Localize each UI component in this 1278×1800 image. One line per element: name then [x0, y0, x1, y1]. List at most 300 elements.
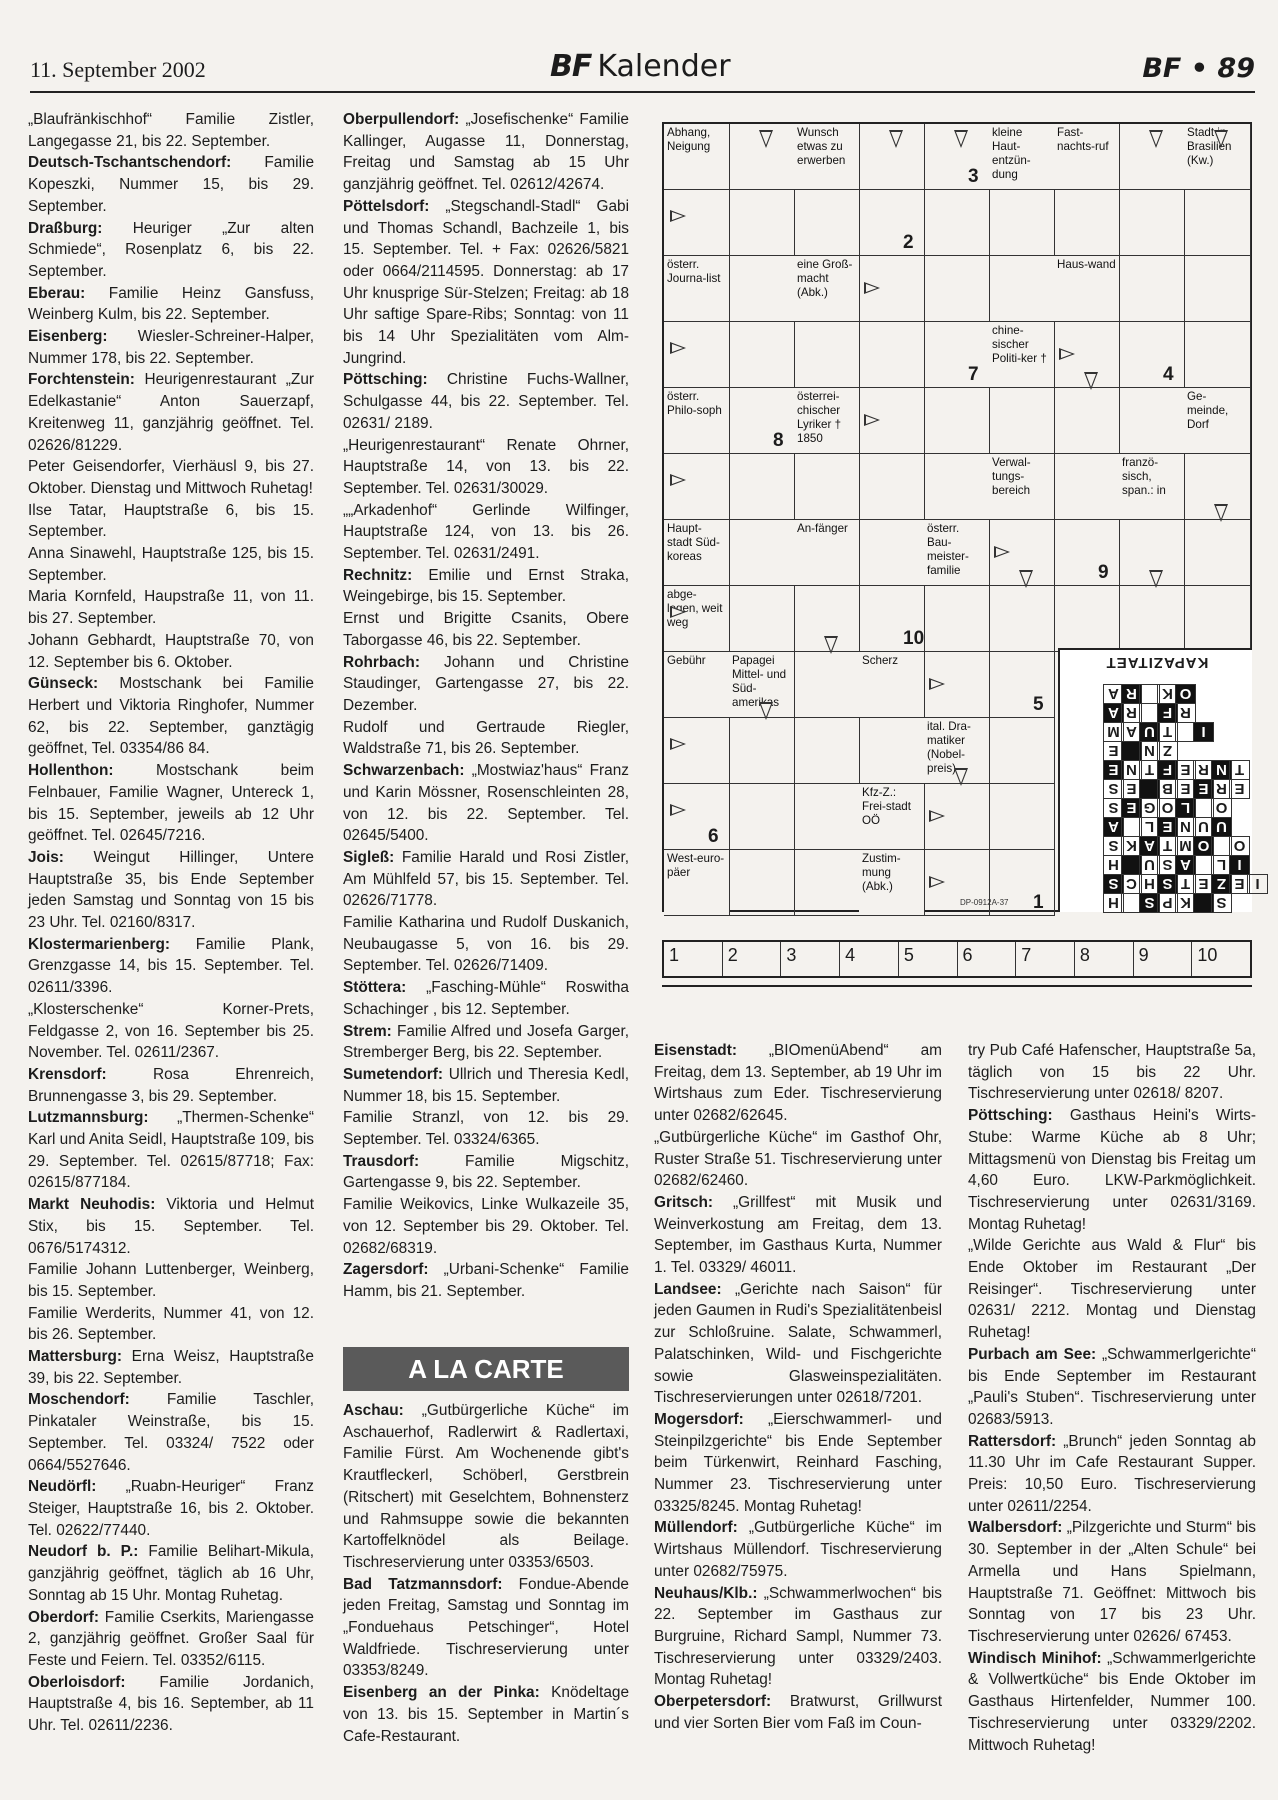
listing-text: Heurigenrestaurant „Zur Edelkastanie“ Anton Sauerzapf, Kreitenweg 11, ganzjährig geöffnet. Tel. 02626/81229. [28, 371, 314, 454]
crossword-cell[interactable] [794, 190, 860, 256]
listing-text: Heuriger „Zur alten Schmiede“, Rosenplatz 6, bis 22. September. [28, 219, 314, 280]
listing-text: „Heurigenrestaurant“ Renate Ohrner, Hauptstraße 14, von 13. bis 22. September. Tel. 02631/30029. [343, 436, 629, 497]
crossword-cell[interactable] [794, 322, 860, 388]
crossword-cell[interactable] [794, 454, 860, 520]
kapazitaet-cell: N [1211, 760, 1232, 780]
listing-entry [28, 1303, 314, 1346]
arrow-right-icon [929, 678, 945, 690]
listing-place: Eisenberg: [28, 328, 108, 346]
kapazitaet-cell: F [1157, 703, 1178, 723]
solution-number: 2 [903, 232, 914, 253]
listing-place: Aschau: [343, 1402, 404, 1419]
column-3 [654, 1040, 942, 1735]
arrow-right-icon [670, 738, 686, 750]
crossword-clue: Verwal-tungs-bereich [989, 454, 1055, 520]
crossword-clue: Scherz [859, 652, 925, 718]
listing-entry [654, 1127, 942, 1192]
listing-text: „Mostwiaz'haus“ Franz und Karin Mössner, Rosenschleinten 28, von 12. bis 22. September. Tel. 02645/5400. [343, 762, 629, 845]
crossword-cell[interactable] [729, 718, 795, 784]
listing-text: Peter Geisendorfer, Vierhäusl 9, bis 27. Oktober. Dienstag und Mittwoch Ruhetag! [28, 458, 314, 497]
kapazitaet-cell: I [1193, 722, 1214, 742]
listing-place: Rohrbach: [343, 653, 420, 671]
listing-place: Müllendorf: [654, 1519, 738, 1537]
arrow-down-icon [1149, 130, 1163, 148]
listing-text: „Urbani-Schenke“ Familie Hamm, bis 21. September. [343, 1261, 629, 1300]
crossword-cell[interactable] [729, 256, 795, 322]
arrow-down-icon [954, 130, 968, 148]
listing-text: „Wilde Gerichte aus Wald & Flur“ bis Ende Oktober im Restaurant „Der Reisinger“. Tischreservierung unter 02631/ 2212. Montag und Dienstag Ruhetag! [968, 1237, 1256, 1342]
kapazitaet-cell: L [1211, 855, 1232, 875]
crossword-cell[interactable] [989, 388, 1055, 454]
listing-text: „„Arkadenhof“ Gerlinde Wilfinger, Hauptstraße 124, von 13. bis 26. September. Tel. 02631/2491. [343, 501, 629, 563]
crossword-cell[interactable] [794, 784, 860, 850]
listing-place: Oberpetersdorf: [654, 1693, 772, 1711]
crossword-clue: österr. Bau-meister-familie [924, 520, 990, 586]
solution-slot[interactable]: 5 [899, 942, 958, 976]
arrow-right-icon [670, 210, 686, 222]
kapazitaet-cell: S [1139, 893, 1160, 913]
listing-text: „Ruabn-Heuriger“ Franz Steiger, Hauptstraße 16, bis 2. Oktober. Tel. 02622/77440. [28, 1478, 314, 1539]
listing-text: Viktoria und Helmut Stix, bis 15. September. Tel. 0676/5174312. [28, 1196, 314, 1257]
listing-entry [968, 1648, 1256, 1757]
listing-place: Krensdorf: [28, 1065, 107, 1083]
listing-text: Familie Heinz Gansfuss, Weinberg Kulm, bis 22. September. [28, 284, 314, 324]
kapazitaet-cell: R [1121, 703, 1142, 723]
arrow-right-icon [994, 546, 1010, 558]
crossword-cell[interactable] [1054, 454, 1120, 520]
listing-place: Klostermarienberg: [28, 935, 170, 953]
listing-text: Familie Migschitz, Gartengasse 9, bis 22. September. [343, 1152, 629, 1192]
crossword-cell[interactable] [989, 586, 1055, 652]
listing-text: „Josefischenke“ Familie Kallinger, Augasse 11, Donnerstag, Freitag und Samstag ab 15 Uhr ganzjährig geöffnet. Tel. 02612/42674. [343, 111, 629, 194]
kapazitaet-cell: G [1139, 798, 1160, 818]
crossword-cell[interactable] [1054, 520, 1120, 586]
listing-entry [28, 543, 314, 586]
crossword-clue: ital. Dra-matiker (Nobel-preis) [924, 718, 990, 784]
listing-text: „Schwammerlwochen“ bis 22. September im Gasthaus zur Burgruine, Richard Sampl, Nummer 73. Tischreservierung unter 03329/2403. Montag Ruhetag! [654, 1584, 942, 1689]
column-4 [968, 1040, 1256, 1756]
listing-text: „Klosterschenke“ Korner-Prets, Feldgasse 2, von 16. September bis 25. November. Tel. 02611/2367. [28, 1000, 314, 1062]
listing-place: Purbach am See: [968, 1345, 1097, 1363]
listing-entry [654, 1279, 942, 1409]
solution-slot[interactable]: 9 [1134, 942, 1193, 976]
crossword-cell[interactable] [664, 784, 730, 850]
listing-text: Emilie und Ernst Straka, Weingebirge, bis 15. September. [343, 566, 629, 606]
crossword-clue: Kfz-Z.: Frei-stadt OÖ [859, 784, 925, 850]
kapazitaet-cell: A [1103, 703, 1124, 723]
arrow-right-icon [929, 810, 945, 822]
kapazitaet-cell: R [1121, 684, 1142, 704]
listing-text: „Schwammerlgerichte“ bis Ende September im Restaurant „Pauli's Stuben“. Tischreservierung unter 02683/5913. [968, 1345, 1256, 1428]
listing-entry [968, 1040, 1256, 1105]
listing-entry [343, 1107, 629, 1150]
listing-place: Lutzmannsburg: [28, 1109, 149, 1127]
listing-place: Mogersdorf: [654, 1410, 744, 1428]
listing-entry [28, 1259, 314, 1302]
kapazitaet-cell: T [1229, 760, 1250, 780]
kapazitaet-cell: I [1229, 855, 1250, 875]
crossword-cell[interactable] [664, 718, 730, 784]
kapazitaet-cell: I [1247, 874, 1268, 894]
crossword-cell[interactable] [664, 190, 730, 256]
section-title [550, 49, 731, 84]
listing-entry [28, 1476, 314, 1541]
crossword-cell[interactable] [1119, 322, 1185, 388]
listing-entry [654, 1517, 942, 1582]
kapazitaet-cell: C [1121, 874, 1142, 894]
crossword-cell[interactable] [729, 322, 795, 388]
kapazitaet-cell: Z [1157, 741, 1178, 761]
listing-text: Maria Kornfeld, Haupstraße 11, von 11. bis 27. September. [28, 588, 314, 628]
listing-text: „Gutbürgerliche Küche“ im Wirtshaus Müllendorf. Tischreservierung unter 02682/75975. [654, 1519, 942, 1580]
crossword-cell[interactable] [859, 718, 925, 784]
listing-place: Stöttera: [343, 979, 407, 997]
crossword-cell[interactable] [859, 454, 925, 520]
listing-text: „Gutbürgerliche Küche“ im Aschauerhof, Radlerwirt & Radlertaxi, Familie Fürst. Am Wochenende gibt's Krautfleckerl, Schöberl, Gerstbrein (Ritschert) mit Geselchtem, Bohnensterz und Rahmsuppe sowie die bekannten Kartoffelknödel als Beilage. Tischreservierung unter 03353/6503. [343, 1402, 629, 1571]
listing-place: Jois: [28, 848, 64, 866]
listing-entry [28, 1389, 314, 1476]
kapazitaet-cell: O [1229, 836, 1250, 856]
listing-place: Neudorf b. P.: [28, 1543, 139, 1561]
solution-number: 6 [708, 826, 719, 847]
listing-entry [343, 1151, 629, 1194]
kapazitaet-cell: E [1103, 741, 1124, 761]
solution-row [662, 940, 1252, 978]
crossword-cell[interactable] [1054, 190, 1120, 256]
listing-place: Draßburg: [28, 219, 103, 237]
listing-entry [28, 630, 314, 673]
crossword-cell[interactable] [1119, 190, 1185, 256]
arrow-right-icon [670, 342, 686, 354]
arrow-down-icon [759, 702, 773, 720]
kapazitaet-cell: E [1175, 760, 1196, 780]
listing-place: Pöttsching: [343, 371, 428, 389]
crossword-clue: franzö-sisch, span.: in [1119, 454, 1185, 520]
crossword-cell[interactable] [1054, 388, 1120, 454]
solution-number: 4 [1163, 364, 1174, 385]
page-number: BF • 89 [1142, 53, 1255, 84]
listing-text: Johann und Christine Staudinger, Gartengasse 27, bis 22. Dezember. [343, 653, 629, 714]
listing-text: Fondue-Abende jeden Freitag, Samstag und Sonntag im „Fonduehaus Petschinger“, Hotel Waldfriede. Tischreservierung unter 03353/8249. [343, 1575, 629, 1680]
listing-entry [654, 1691, 942, 1734]
solution-slot[interactable]: 4 [840, 942, 899, 976]
kapazitaet-cell: O [1193, 836, 1214, 856]
crossword-cell[interactable] [1184, 322, 1251, 388]
crossword-cell[interactable] [989, 190, 1055, 256]
kapazitaet-cell: T [1157, 836, 1178, 856]
listing-place: Rechnitz: [343, 566, 413, 584]
listing-text: „Eierschwammerl- und Steinpilzgerichte“ bis Ende September beim Türkenwirt, Reinhard Fasching, Nummer 23. Tischreservierung unter 03325/8245. Montag Ruhetag! [654, 1410, 942, 1515]
listing-entry [343, 500, 629, 565]
listing-text: Rosa Ehrenreich, Brunnengasse 3, bis 29. September. [28, 1065, 314, 1105]
listing-entry [343, 1194, 629, 1259]
crossword-cell[interactable] [1184, 256, 1251, 322]
arrow-right-icon [864, 414, 880, 426]
crossword-clue: österr. Philo-soph [664, 388, 730, 454]
crossword-clue: Gebühr [664, 652, 730, 718]
solution-number: 5 [1033, 694, 1044, 715]
solution-number: 8 [773, 430, 784, 451]
listing-entry [343, 608, 629, 651]
listing-entry [968, 1517, 1256, 1647]
crossword-cell[interactable] [729, 388, 795, 454]
kapazitaet-cell: F [1157, 760, 1178, 780]
listing-entry [968, 1344, 1256, 1431]
kapazitaet-cell: E [1229, 874, 1250, 894]
crossword-cell[interactable] [729, 190, 795, 256]
listing-place: Sumetendorf: [343, 1065, 444, 1083]
arrow-down-icon [1084, 372, 1098, 390]
crossword-cell[interactable] [924, 454, 990, 520]
listing-entry [343, 717, 629, 760]
crossword-cell[interactable] [794, 850, 860, 916]
listing-text: Familie Johann Luttenberger, Weinberg, bis 15. September. [28, 1261, 314, 1300]
crossword-cell[interactable] [859, 190, 925, 256]
crossword-cell[interactable] [729, 520, 795, 586]
listing-text: Bratwurst, Grillwurst und vier Sorten Bier vom Faß im Coun- [654, 1693, 942, 1732]
kapazitaet-cell: O [1175, 684, 1196, 704]
kapazitaet-cell: U [1193, 817, 1214, 837]
crossword-cell[interactable] [924, 256, 990, 322]
kapazitaet-cell: N [1139, 741, 1160, 761]
listing-place: Moschendorf: [28, 1391, 130, 1409]
listing-entry [968, 1105, 1256, 1235]
crossword-cell[interactable] [1184, 520, 1251, 586]
listing-entry [343, 847, 629, 912]
crossword-cell[interactable] [664, 322, 730, 388]
solution-slot[interactable]: 3 [781, 942, 840, 976]
listing-entry [343, 652, 629, 717]
kapazitaet-cell: N [1121, 760, 1142, 780]
crossword-cell[interactable] [989, 784, 1055, 850]
kapazitaet-cell: B [1157, 779, 1178, 799]
kapazitaet-cell: E [1229, 779, 1250, 799]
listing-entry [343, 977, 629, 1020]
crossword-cell[interactable] [989, 652, 1055, 718]
listing-text: Familie Harald und Rosi Zistler, Am Mühlfeld 57, bis 15. September. Tel. 02626/71778. [343, 848, 629, 910]
kapazitaet-cell: R [1193, 760, 1214, 780]
listing-text: Familie Weikovics, Linke Wulkazeile 35, von 12. September bis 29. Oktober. Tel. 02682/68319. [343, 1196, 629, 1257]
listing-place: Oberdorf: [28, 1608, 99, 1626]
a-la-carte-banner: A LA CARTE [343, 1347, 629, 1391]
arrow-right-icon [670, 606, 686, 618]
crossword-clue: An-fänger [794, 520, 860, 586]
section-name: Kalender [597, 49, 731, 84]
listing-entry [343, 1021, 629, 1064]
listing-text: „Fasching-Mühle“ Roswitha Schachinger , bis 12. September. [343, 979, 629, 1018]
crossword-clue: Fast-nachts-ruf [1054, 124, 1120, 190]
listing-text: Ullrich und Theresia Kedl, Nummer 18, bis 15. September. [343, 1065, 629, 1105]
kapazitaet-cell: E [1193, 779, 1214, 799]
listing-text: Familie Taschler, Pinkataler Weinstraße, bis 15. September. Tel. 03324/ 7522 oder 0664/5527646. [28, 1391, 314, 1474]
solution-number: 7 [968, 364, 979, 385]
solution-slot[interactable]: 8 [1075, 942, 1134, 976]
crossword-cell[interactable] [729, 784, 795, 850]
kapazitaet-cell: S [1103, 874, 1124, 894]
listing-entry [343, 109, 629, 196]
listing-entry [343, 369, 629, 434]
listing-place: Walbersdorf: [968, 1519, 1063, 1537]
listing-place: Günseck: [28, 675, 99, 693]
crossword-cell[interactable] [859, 520, 925, 586]
listing-place: Strem: [343, 1022, 392, 1040]
crossword-clue: Ge-meinde, Dorf [1184, 388, 1251, 454]
listing-entry [654, 1192, 942, 1279]
listing-place: Deutsch-Tschantschendorf: [28, 154, 232, 172]
listing-place: Oberpullendorf: [343, 111, 460, 128]
crossword-cell[interactable] [989, 718, 1055, 784]
crossword-cell[interactable] [729, 586, 795, 652]
kapazitaet-puzzle [1058, 648, 1260, 912]
crossword-clue: abge-legen, weit weg [664, 586, 730, 652]
arrow-down-icon [1149, 570, 1163, 588]
listing-text: „Blaufränkischhof“ Familie Zistler, Langegasse 21, bis 22. September. [28, 111, 314, 150]
kapazitaet-cell: E [1121, 798, 1142, 818]
kapazitaet-cell: H [1139, 874, 1160, 894]
listing-entry [28, 999, 314, 1064]
crossword-cell[interactable] [859, 322, 925, 388]
listing-text: Gasthaus Heini's Wirts-Stube: Warme Küche ab 8 Uhr; Mittagsmenü von Dienstag bis Freitag um 4,60 Euro. LKW-Parkmöglichkeit. Tischreservierung unter 02631/3169. Montag Ruhetag! [968, 1107, 1256, 1233]
crossword-cell[interactable] [729, 454, 795, 520]
listing-entry [343, 1400, 629, 1574]
solution-slot[interactable]: 7 [1016, 942, 1075, 976]
kapazitaet-cell: O [1211, 798, 1232, 818]
listing-entry [654, 1409, 942, 1518]
crossword-cell[interactable] [1184, 190, 1251, 256]
listing-entry [28, 586, 314, 629]
crossword-cell[interactable] [989, 256, 1055, 322]
a-la-carte-column-2 [343, 1400, 629, 1747]
crossword-cell[interactable] [794, 718, 860, 784]
solution-slot[interactable]: 1 [664, 942, 723, 976]
listing-entry [28, 1541, 314, 1606]
listing-place: Eisenstadt: [654, 1042, 737, 1059]
listing-text: Familie Jordanich, Hauptstraße 4, bis 16. September, ab 11 Uhr. Tel. 02611/2236. [28, 1673, 314, 1735]
listing-place: Schwarzenbach: [343, 762, 465, 780]
crossword-cell[interactable] [794, 652, 860, 718]
solution-slot[interactable]: 10 [1197, 945, 1218, 965]
arrow-right-icon [670, 474, 686, 486]
listing-entry [343, 912, 629, 977]
listing-place: Hollenthon: [28, 762, 114, 780]
crossword-clue: West-euro-päer [664, 850, 730, 916]
column-1 [28, 109, 314, 1737]
listing-place: Zagersdorf: [343, 1261, 429, 1279]
listing-text: Ilse Tatar, Hauptstraße 6, bis 15. September. [28, 501, 314, 541]
kapazitaet-cell: K [1175, 893, 1196, 913]
listing-entry [343, 565, 629, 608]
listing-entry [28, 218, 314, 283]
crossword-cell[interactable] [924, 586, 990, 652]
crossword-cell[interactable] [924, 322, 990, 388]
kapazitaet-cell: A [1103, 684, 1124, 704]
listing-text: Familie Alfred und Josefa Garger, Stremberger Berg, bis 22. September. [343, 1022, 629, 1062]
listing-entry [343, 1574, 629, 1683]
puzzle-code: DP-0912A-37 [960, 898, 1009, 907]
listing-entry [28, 1346, 314, 1389]
page-header [30, 49, 1255, 93]
listing-text: Familie Cserkits, Mariengasse 2, ganzjährig geöffnet. Großer Saal für Feste und Feiern. Tel. 03352/6115. [28, 1608, 314, 1669]
kapazitaet-cell: E [1121, 779, 1142, 799]
listing-text: „Brunch“ jeden Sonntag ab 11.30 Uhr im Cafe Restaurant Supper. Preis: 10,50 Euro. Tischreservierung unter 02611/2254. [968, 1432, 1256, 1515]
arrow-down-icon [824, 636, 838, 654]
solution-slot[interactable]: 6 [958, 942, 1017, 976]
listing-text: „Gutbürgerliche Küche“ im Gasthof Ohr, Ruster Straße 51. Tischreservierung unter 02682/62460. [654, 1128, 942, 1190]
kapazitaet-cell: S [1211, 893, 1232, 913]
kapazitaet-cell: E [1157, 817, 1178, 837]
kapazitaet-title: KAPAZITAET [1105, 654, 1209, 671]
listing-place: Bad Tatzmannsdorf: [343, 1575, 503, 1593]
bf-logo: BF [550, 49, 592, 84]
crossword-cell[interactable] [1119, 586, 1185, 652]
arrow-down-icon [954, 768, 968, 786]
arrow-down-icon [1214, 504, 1228, 522]
listing-text: Weingut Hillinger, Untere Hauptstraße 35, bis Ende September jeden Samstag und Sonntag von 15 bis 23 Uhr. Tel. 02160/8317. [28, 848, 314, 932]
listing-entry [28, 1194, 314, 1259]
crossword-cell[interactable] [729, 850, 795, 916]
listing-entry [28, 500, 314, 543]
crossword-cell[interactable] [1054, 586, 1120, 652]
solution-number: 9 [1098, 562, 1109, 583]
listing-place: Windisch Minihof: [968, 1649, 1102, 1667]
listing-entry [343, 1259, 629, 1302]
listing-entry [28, 283, 314, 326]
crossword-clue: Haus-wand [1054, 256, 1120, 322]
listing-text: „Grillfest“ mit Musik und Weinverkostung am Freitag, dem 13. September, im Gasthaus Kurta, Nummer 1. Tel. 03329/ 46011. [654, 1193, 942, 1277]
listing-text: Familie Katharina und Rudolf Duskanich, Neubaugasse 5, von 16. bis 29. September. Tel. 02626/71409. [343, 914, 629, 975]
crossword-clue: eine Groß-macht (Abk.) [794, 256, 860, 322]
listing-text: „Gerichte nach Saison“ für jeden Gaumen in Rudi's Spezialitätenbeisl zur Schloßruine. Salate, Schwammerl, Palatschinken, Wild- und Fischgerichte sowie Glasweinspezialitäten. Tischreservierungen unter 02618/7201. [654, 1280, 942, 1407]
crossword-cell[interactable] [1184, 586, 1251, 652]
listing-entry [28, 1672, 314, 1737]
listing-place: Gritsch: [654, 1193, 714, 1211]
listing-entry [343, 435, 629, 500]
listing-place: Neudörfl: [28, 1478, 97, 1496]
listing-text: Wiesler-Schreiner-Halper, Nummer 178, bis 22. September. [28, 328, 314, 367]
listing-entry [654, 1583, 942, 1692]
listing-place: Landsee: [654, 1280, 722, 1298]
listing-entry [28, 369, 314, 456]
kapazitaet-cell: K [1157, 684, 1178, 704]
listing-entry [968, 1431, 1256, 1518]
listing-text: Familie Kopeszki, Nummer 15, bis 29. September. [28, 154, 314, 215]
crossword-cell[interactable] [924, 190, 990, 256]
listing-entry [28, 456, 314, 499]
listing-entry [28, 152, 314, 217]
kapazitaet-cell: T [1157, 722, 1178, 742]
crossword-cell[interactable] [1119, 256, 1185, 322]
listing-entry [28, 760, 314, 847]
listing-place: Sigleß: [343, 848, 395, 866]
kapazitaet-cell: O [1157, 798, 1178, 818]
listing-place: Rattersdorf: [968, 1432, 1057, 1450]
crossword-clue: österrei-chischer Lyriker † 1850 [794, 388, 860, 454]
kapazitaet-cell: S [1157, 855, 1178, 875]
listing-text: „Pilzgerichte und Sturm“ bis 30. September in der „Alten Schule“ bei Armella und Hans Spielmann, Hauptstraße 71. Geöffnet: Mittwoch bis Sonntag von 17 bis 23 Uhr. Tischreservierung unter 02626/ 67453. [968, 1519, 1256, 1645]
crossword-cell[interactable] [1119, 388, 1185, 454]
crossword-cell[interactable] [664, 454, 730, 520]
listing-entry [343, 1064, 629, 1107]
listing-place: Forchtenstein: [28, 371, 135, 389]
crossword-cell[interactable] [924, 388, 990, 454]
kapazitaet-cell: T [1175, 874, 1196, 894]
listing-place: Mattersburg: [28, 1348, 123, 1366]
listing-place: Pöttelsdorf: [343, 197, 430, 215]
solution-slot[interactable]: 2 [723, 942, 782, 976]
kapazitaet-cell: R [1175, 703, 1196, 723]
listing-place: Pöttsching: [968, 1107, 1053, 1125]
listing-entry [28, 1107, 314, 1194]
